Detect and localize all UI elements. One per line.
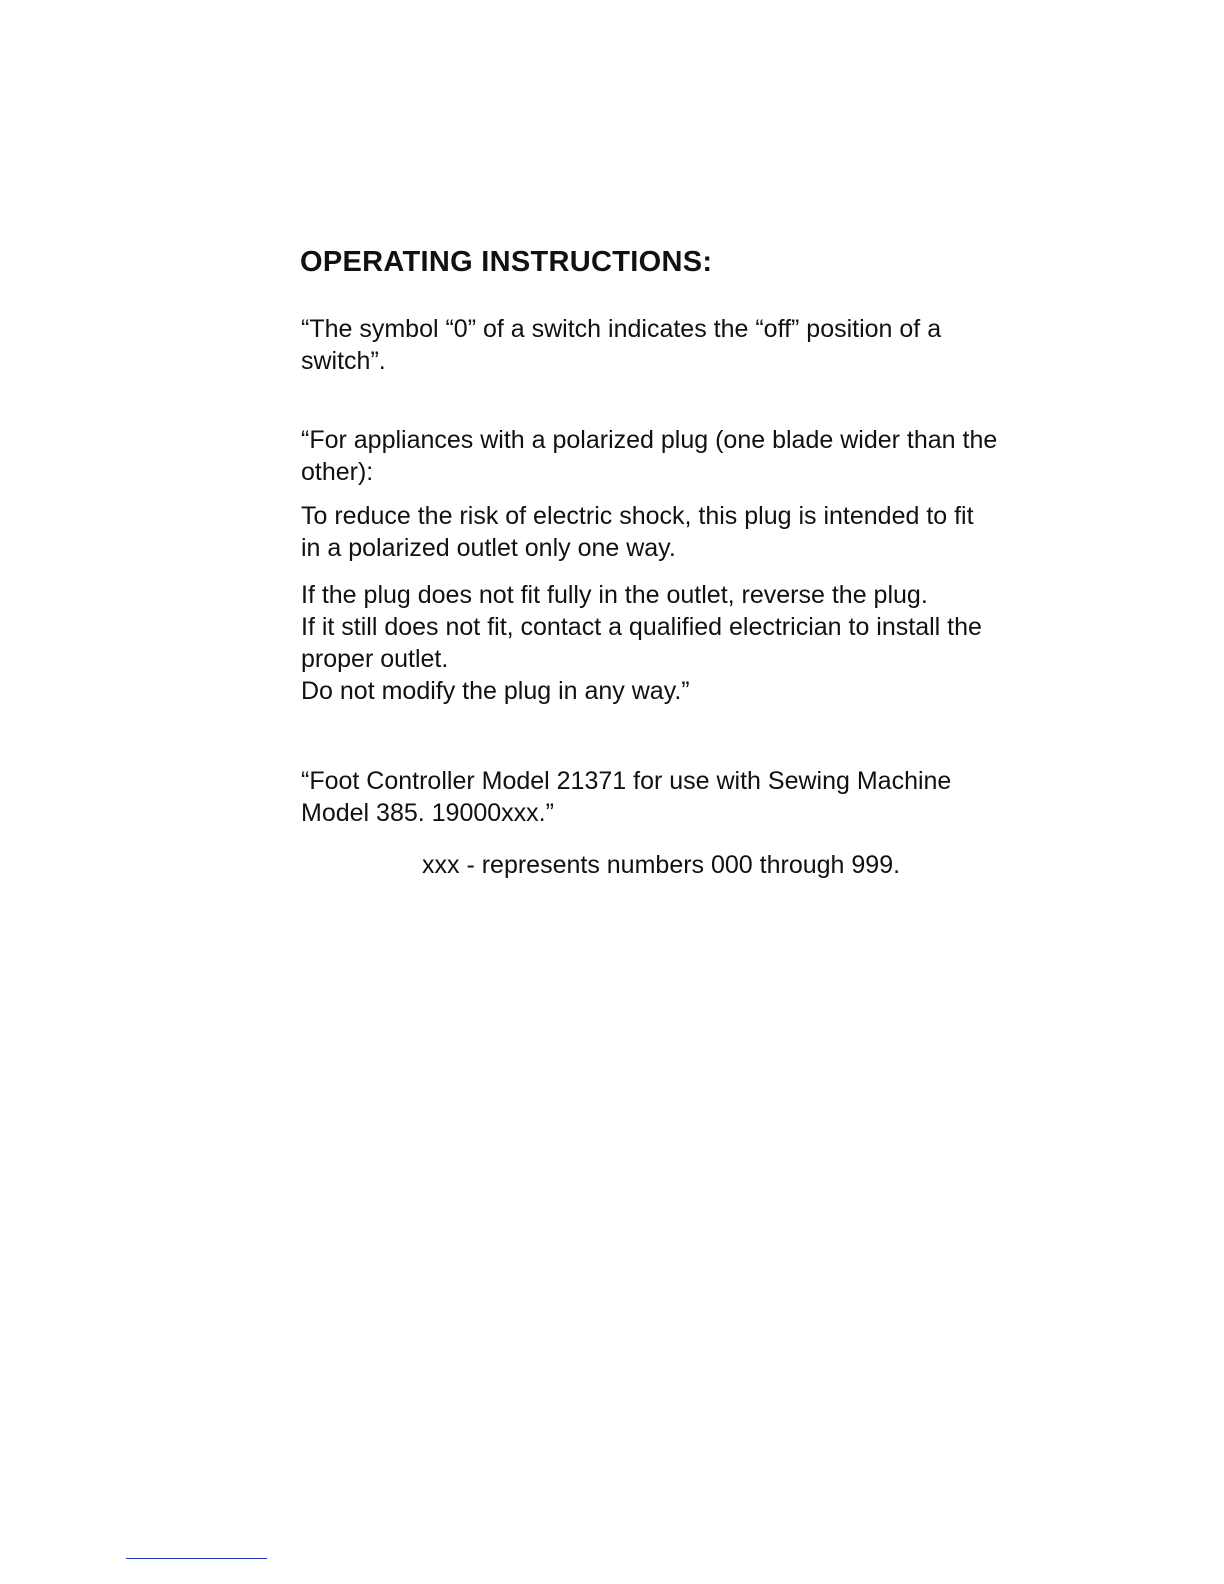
paragraph-line: Model 385. 19000xxx.” [301,799,554,827]
page-title: OPERATING INSTRUCTIONS: [300,246,713,278]
paragraph-line: “Foot Controller Model 21371 for use with Sewing Machine [301,767,952,795]
paragraph-line: To reduce the risk of electric shock, this plug is intended to fit [301,502,974,530]
paragraph-line: other): [301,458,374,486]
paragraph-line: “For appliances with a polarized plug (one blade wider than the [301,426,998,454]
footnote-divider [126,1558,267,1559]
paragraph-line: If the plug does not fit fully in the outlet, reverse the plug. [301,581,928,609]
paragraph-line: proper outlet. [301,645,449,673]
paragraph-line: in a polarized outlet only one way. [301,534,676,562]
shock-risk-paragraph [301,500,1081,564]
paragraph-line: Do not modify the plug in any way.” [301,677,690,705]
plug-fit-paragraph [301,579,1081,707]
switch-symbol-paragraph [301,313,1081,377]
paragraph-line: If it still does not fit, contact a qualified electrician to install the [301,613,982,641]
model-number-note: xxx - represents numbers 000 through 999. [422,851,901,879]
paragraph-line: “The symbol “0” of a switch indicates the “off” position of a [301,315,942,343]
foot-controller-paragraph [301,765,1081,829]
paragraph-line: switch”. [301,347,386,375]
polarized-plug-intro-paragraph [301,424,1081,488]
